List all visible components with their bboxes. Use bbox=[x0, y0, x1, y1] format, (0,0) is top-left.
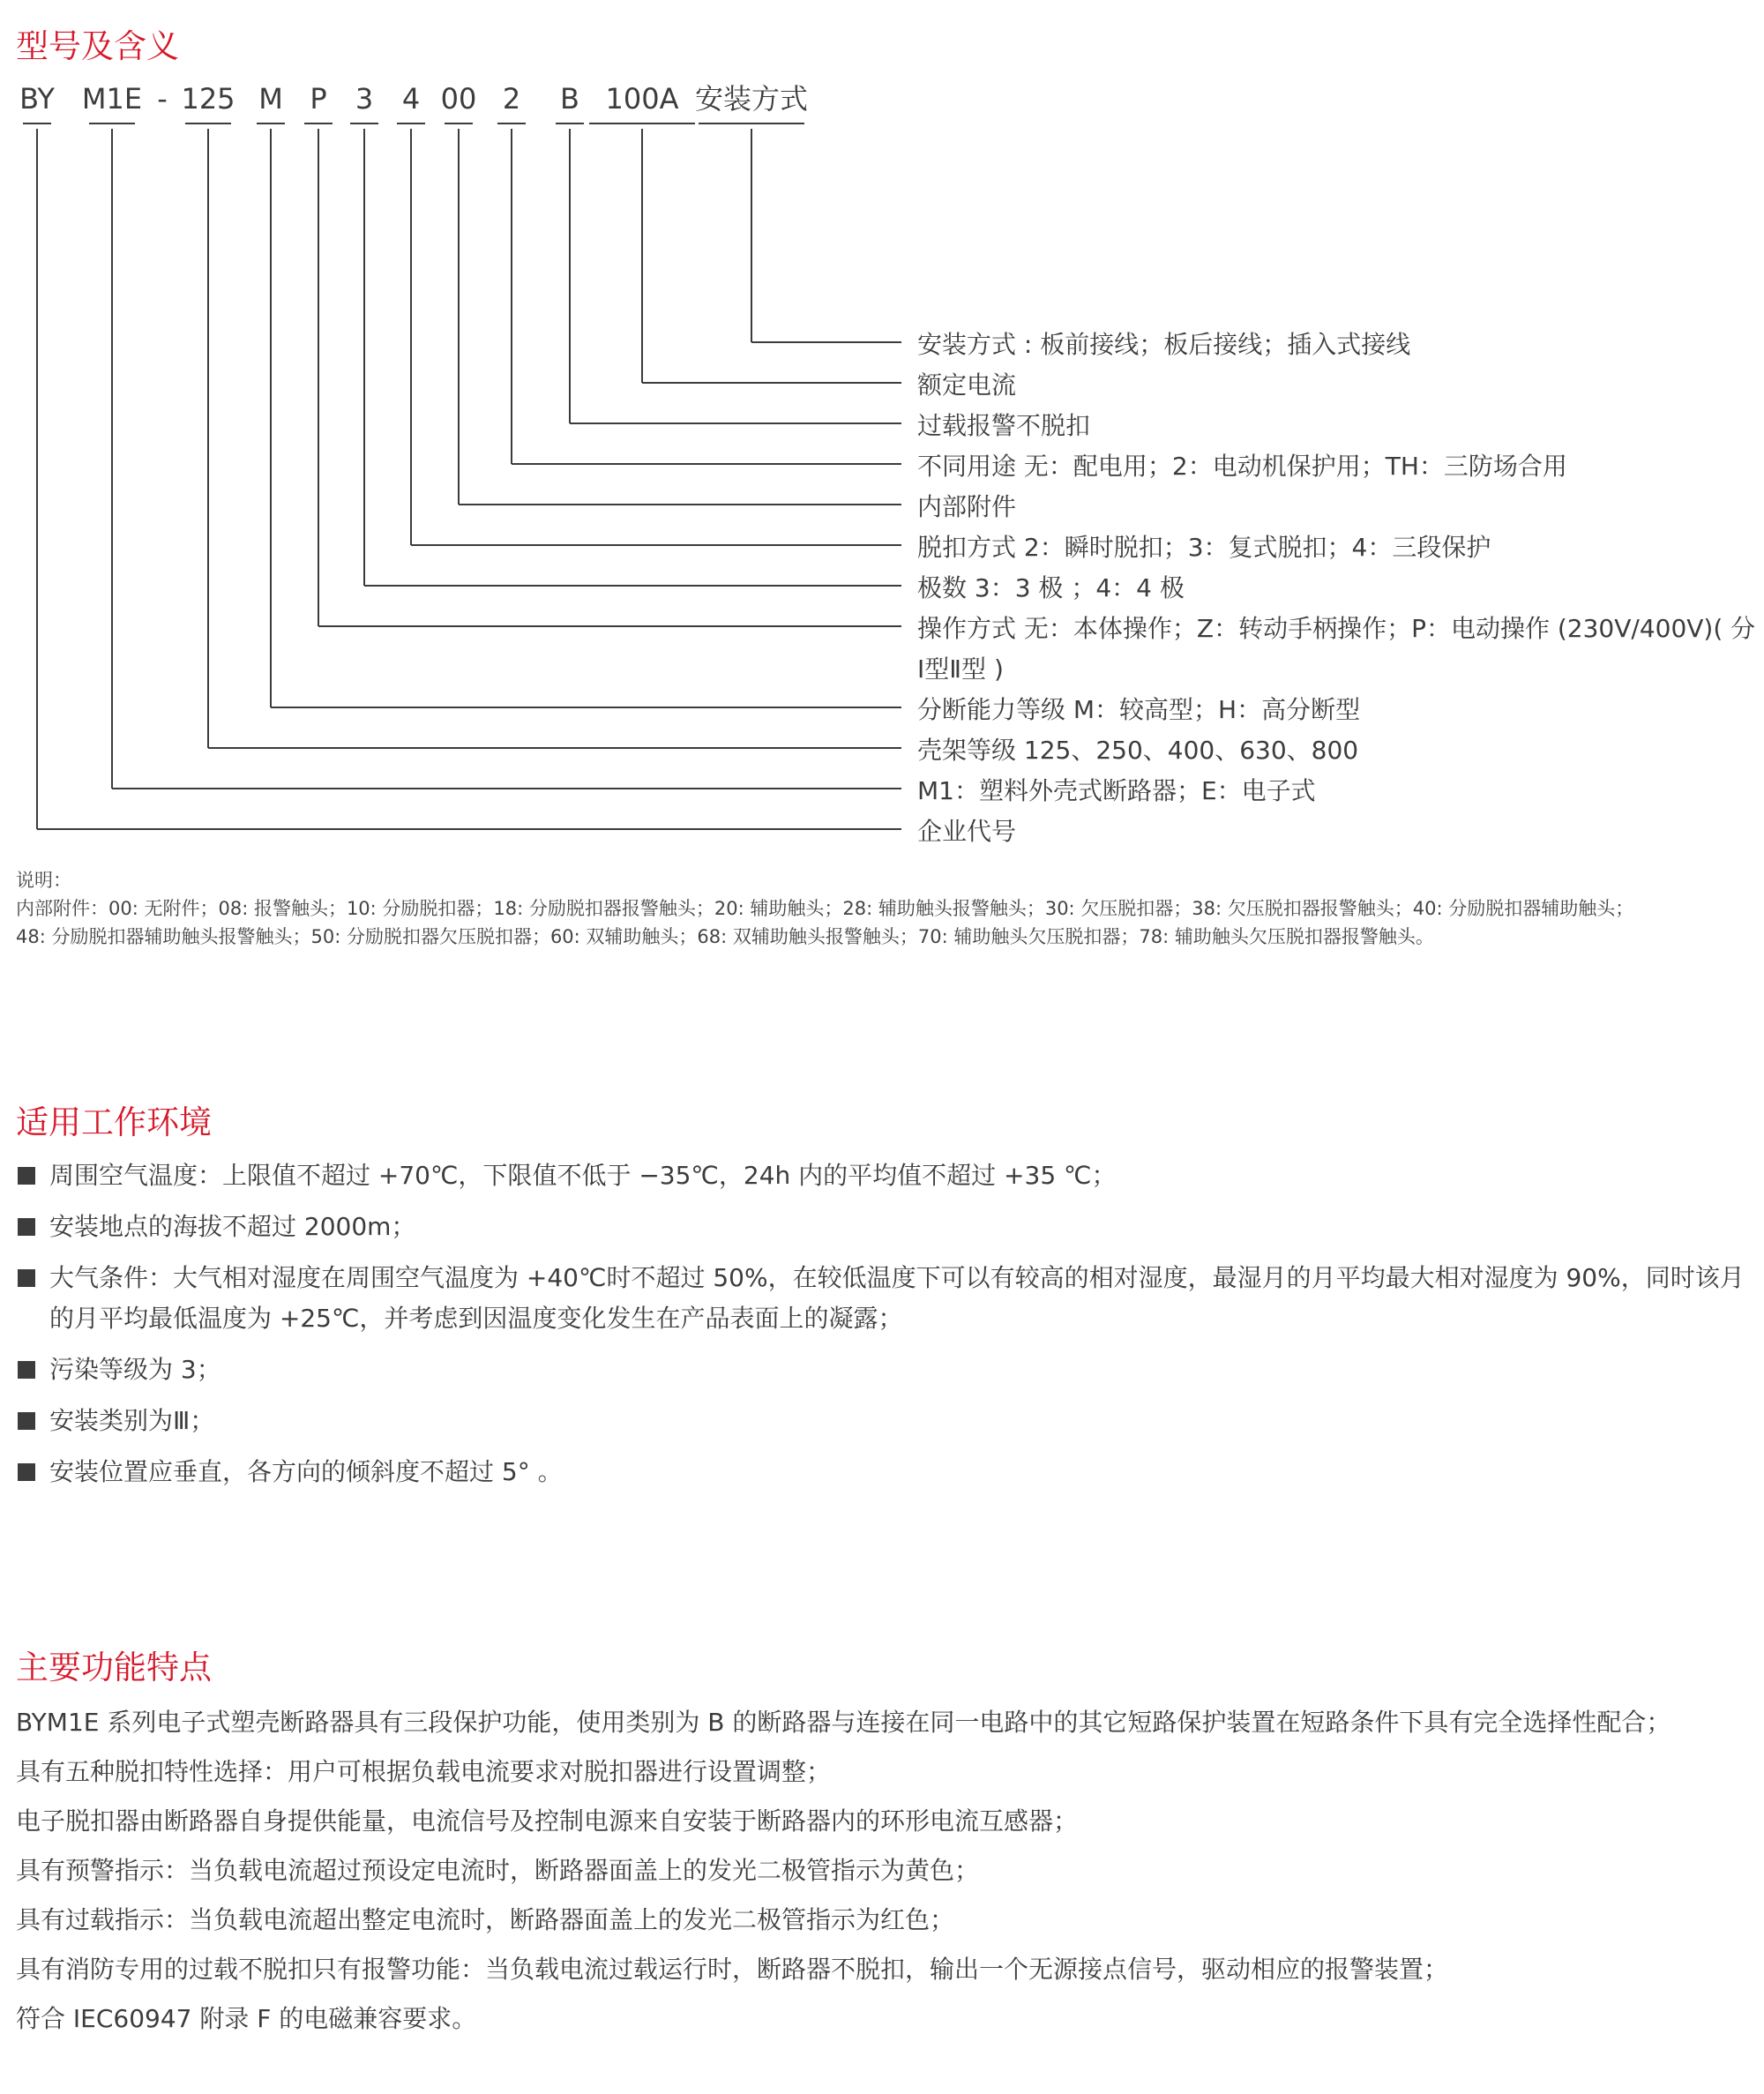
features-list bbox=[16, 1702, 1746, 2048]
model-code-part: 2 bbox=[502, 82, 521, 116]
feature-item: 具有过载指示：当负载电流超出整定电流时，断路器面盖上的发光二极管指示为红色； bbox=[16, 1905, 955, 1934]
feature-item: 具有五种脱扣特性选择：用户可根据负载电流要求对脱扣器进行设置调整； bbox=[16, 1757, 832, 1786]
model-code-part: BY bbox=[19, 82, 55, 116]
env-item: 污染等级为 3； bbox=[16, 1350, 1746, 1390]
env-item: 安装位置应垂直，各方向的倾斜度不超过 5° 。 bbox=[16, 1452, 1746, 1492]
model-code-part: B bbox=[560, 82, 579, 116]
env-item: 安装类别为Ⅲ； bbox=[16, 1401, 1746, 1441]
desc-internal-accessory: 内部附件 bbox=[917, 492, 1017, 521]
desc-poles: 极数 3：3 极 ；4：4 极 bbox=[917, 573, 1185, 602]
notes-line-1: 内部附件：00: 无附件；08: 报警触头；10: 分励脱扣器；18: 分励脱扣器报警触头；20: 辅助触头；28: 辅助触头报警触头；30: 欠压脱扣器；38: 欠压脱扣器报警触头；40: 分励脱扣器辅助触头； bbox=[16, 898, 1634, 919]
section-title-model: 型号及含义 bbox=[16, 27, 179, 65]
desc-breaking-capacity: 分断能力等级 M：较高型；H：高分断型 bbox=[917, 695, 1361, 724]
desc-rated-current: 额定电流 bbox=[917, 370, 1017, 400]
env-item: 周围空气温度：上限值不超过 +70℃，下限值不低于 −35℃，24h 内的平均值不超过 +35 ℃； bbox=[16, 1155, 1746, 1196]
model-description-list bbox=[917, 325, 1757, 852]
model-code-part: - bbox=[157, 82, 168, 116]
feature-item: BYM1E 系列电子式塑壳断路器具有三段保护功能，使用类别为 B 的断路器与连接在同一电路中的其它短路保护装置在短路条件下具有完全选择性配合； bbox=[16, 1708, 1671, 1737]
model-code-part: M1E bbox=[81, 82, 143, 116]
model-code-part: 00 bbox=[440, 82, 477, 116]
desc-operation-mode: 操作方式 无：本体操作；Z：转动手柄操作；P：电动操作 (230V/400V)( 分 Ⅰ型Ⅱ型 ) bbox=[917, 614, 1756, 684]
desc-frame-rating: 壳架等级 125、250、400、630、800 bbox=[917, 736, 1359, 765]
feature-item: 符合 IEC60947 附录 F 的电磁兼容要求。 bbox=[16, 2004, 477, 2033]
feature-item: 具有消防专用的过载不脱扣只有报警功能：当负载电流过载运行时，断路器不脱扣，输出一个无源接点信号，驱动相应的报警装置； bbox=[16, 1955, 1449, 1984]
env-item: 大气条件：大气相对湿度在周围空气温度为 +40℃时不超过 50%，在较低温度下可以有较高的相对湿度，最湿月的月平均最大相对湿度为 90%，同时该月的月平均最低温度为 +25℃，并考虑到因温度变化发生在产品表面上的凝露； bbox=[16, 1258, 1746, 1339]
section-title-features: 主要功能特点 bbox=[16, 1649, 212, 1686]
model-code-part: 安装方式 bbox=[694, 82, 809, 116]
square-bullet-icon bbox=[18, 1269, 35, 1287]
model-code-part: 100A bbox=[605, 82, 679, 116]
square-bullet-icon bbox=[18, 1218, 35, 1236]
model-code-part: 3 bbox=[355, 82, 374, 116]
notes bbox=[16, 866, 1745, 951]
square-bullet-icon bbox=[18, 1361, 35, 1379]
notes-label: 说明： bbox=[16, 870, 71, 891]
desc-trip-mode: 脱扣方式 2：瞬时脱扣；3：复式脱扣；4：三段保护 bbox=[917, 533, 1491, 562]
desc-company-code: 企业代号 bbox=[917, 817, 1017, 846]
desc-product-type: M1：塑料外壳式断路器；E：电子式 bbox=[917, 776, 1316, 805]
environment-list bbox=[16, 1155, 1746, 1503]
model-code-part: 125 bbox=[181, 82, 235, 116]
square-bullet-icon bbox=[18, 1412, 35, 1430]
desc-overload-alarm: 过载报警不脱扣 bbox=[917, 411, 1091, 440]
model-code-part: M bbox=[258, 82, 283, 116]
model-code-part: 4 bbox=[401, 82, 421, 116]
env-item: 安装地点的海拔不超过 2000m； bbox=[16, 1207, 1746, 1247]
square-bullet-icon bbox=[18, 1463, 35, 1481]
model-code-part: P bbox=[310, 82, 327, 116]
section-title-environment: 适用工作环境 bbox=[16, 1103, 212, 1141]
desc-application: 不同用途 无：配电用；2：电动机保护用；TH：三防场合用 bbox=[917, 452, 1567, 481]
desc-mounting: 安装方式 : 板前接线；板后接线；插入式接线 bbox=[917, 330, 1411, 359]
feature-item: 电子脱扣器由断路器自身提供能量，电流信号及控制电源来自安装于断路器内的环形电流互感器； bbox=[16, 1806, 1079, 1836]
feature-item: 具有预警指示：当负载电流超过预设定电流时，断路器面盖上的发光二极管指示为黄色； bbox=[16, 1856, 980, 1885]
notes-line-2: 48: 分励脱扣器辅助触头报警触头；50: 分励脱扣器欠压脱扣器；60: 双辅助触头；68: 双辅助触头报警触头；70: 辅助触头欠压脱扣器；78: 辅助触头欠压脱扣器报警触头。 bbox=[16, 926, 1434, 947]
square-bullet-icon bbox=[18, 1167, 35, 1185]
